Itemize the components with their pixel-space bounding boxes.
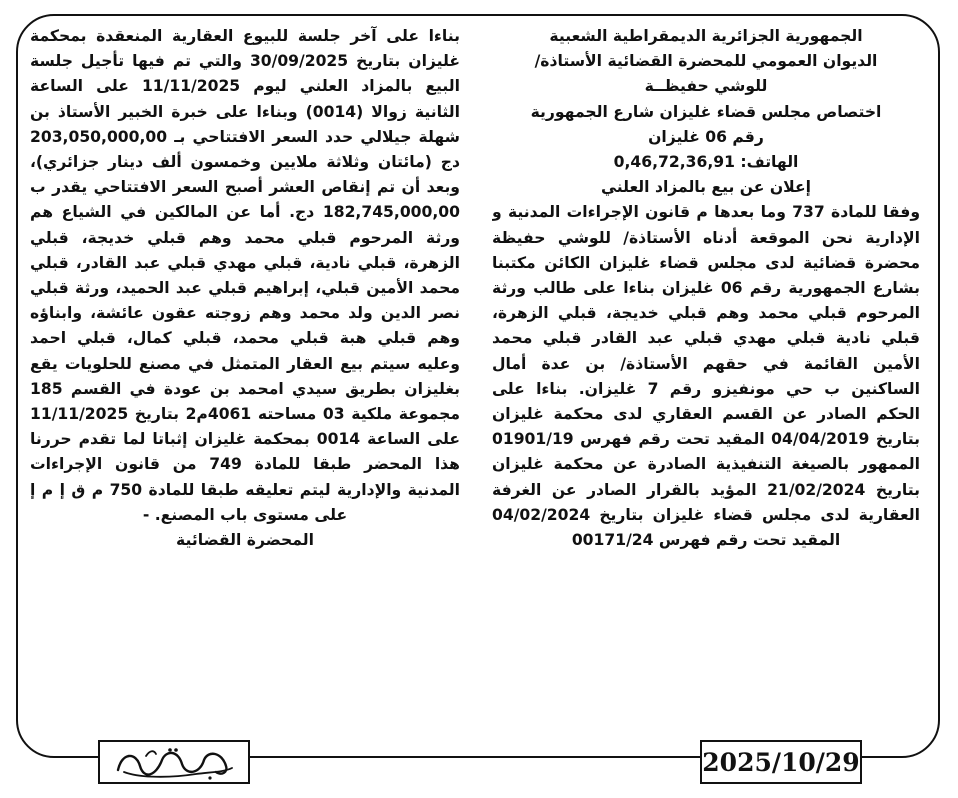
- notice-title: إعلان عن بيع بالمزاد العلني: [601, 178, 811, 197]
- left-column-body: بناءا على آخر جلسة للبيوع العقارية المنعقدة بمحكمة غليزان بتاريخ 30/09/2025 والتي تم فيها تأجيل جلسة البيع بالمزاد العلني ليوم 11/11/2025 على الساعة الثانية زوالا (0014) وبناءا على خبرة الخبير الأستاذ بن شهلة جيلالي حدد السعر الافتتاحي بـ 203,050,000,00 دج (مائتان وثلاثة ملايين وخمسون ألف دينار جزائري)، وبعد أن تم إنقاص العشر أصبح السعر الافتتاحي يقدر ب 182,745,000,00 دج. أما عن المالكين في الشياع هم ورثة المرحوم قبلي محمد وهم قبلي خديجة، قبلي الزهرة، قبلي نادية، قبلي مهدي قبلي عبد القادر، قبلي محمد الأمين قبلي، إبراهيم قبلي عبد الحميد، ورثة قبلي نصر الدين ولد محمد وهم زوجته عقون عائشة، وابناؤه وهم قبلي هبة قبلي محمد، قبلي كمال، قبلي احمد وعليه سيتم بيع العقار المتمثل في مصنع للحلويات يقع بغليزان بطريق سيدي امحمد بن عودة في القسم 185 مجموعة ملكية 03 مساحته 4061م2 بتاريخ 11/11/2025 على الساعة 0014 بمحكمة غليزان إثباتا لما تقدم حررنا هذا المحضر طبقا للمادة 749 من قانون الإجراءات المدنية والإدارية ليتم تعليقه طبقا للمادة 750 م ق إ م إ على مستوى باب المصنع. -: [30, 27, 460, 524]
- header-line-office: الديوان العمومي للمحضرة القضائية الأستاذة/: [534, 52, 878, 71]
- header-line-jurisdiction: اختصاص مجلس قضاء غليزان شارع الجمهورية: [530, 102, 882, 121]
- right-column-body: وفقا للمادة 737 وما بعدها م قانون الإجراءات المدنية و الإدارية نحن الموقعة أدناه الأستاذة/ للوشي حفيظة محضرة قضائية لدى مجلس قضاء غليزان الكائن مكتبنا بشارع الجمهورية رقم 06 غليزان بناءا على طالب ورثة المرحوم قبلي محمد وهم قبلي خديجة، قبلي الزهرة، قبلي نادية قبلي مهدي قبلي عبد القادر قبلي محمد الأمين القائمة في حقهم الأستاذة/ بن عدة أمال الساكنين ب حي مونفيزو رقم 7 غليزان. بناءا على الحكم الصادر عن القسم العقاري لدى محكمة غليزان بتاريخ 04/04/2019 المقيد تحت رقم فهرس 01901/19 الممهور بالصيغة التنفيذية الصادرة عن محكمة غليزان بتاريخ 21/02/2024 المؤيد بالقرار الصادر عن الغرفة العقارية لدى مجلس قضاء غليزان بتاريخ 04/02/2024 المقيد تحت رقم فهرس 00171/24: [492, 203, 920, 550]
- logo-calligraphy-icon: [100, 742, 248, 782]
- header-line-bailiff-name: للوشي حفيظــة: [644, 77, 768, 96]
- newspaper-logo: [98, 740, 250, 784]
- header-line-phone: الهاتف: 0,46,72,36,91: [613, 153, 799, 172]
- right-column: [492, 24, 920, 724]
- header-line-republic: الجمهورية الجزائرية الديمقراطية الشعبية: [549, 27, 863, 45]
- notice-header: [492, 24, 920, 200]
- left-column: [30, 24, 460, 724]
- header-line-address: رقم 06 غليزان: [648, 127, 764, 146]
- signature: المحضرة القضائية: [176, 531, 314, 550]
- publication-date: 2025/10/29: [700, 740, 862, 784]
